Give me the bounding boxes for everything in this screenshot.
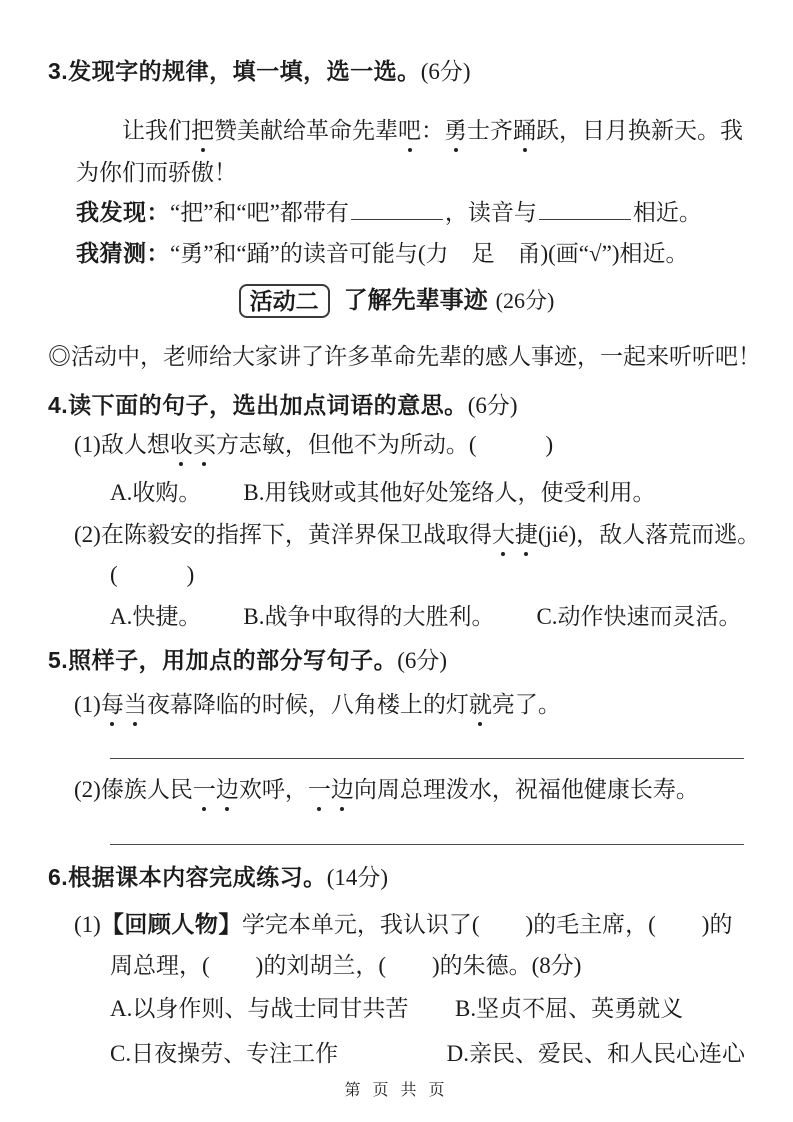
found-fill-line: 我发现：“把”和“吧”都带有 ，读音与 相近。 xyxy=(76,196,745,226)
question-4-item-1: (1)敌人想收买方志敏，但他不为所动。( ) xyxy=(74,430,745,460)
activity-intro-line: ◎活动中，老师给大家讲了许多革命先辈的感人事迹，一起来听听吧！ xyxy=(48,344,761,369)
question-4-options-2: A.快捷。 B.战争中取得的大胜利。 C.动作快速而灵活。 xyxy=(110,604,742,629)
activity-label-box: 活动二 xyxy=(239,284,330,318)
option-c: C.日夜操劳、专注工作 xyxy=(110,1041,339,1066)
question-6-options-row-2 xyxy=(110,1039,745,1069)
question-5-item-2: (2)傣族人民一边欢呼，一边向周总理泼水，祝福他健康长寿。 xyxy=(74,775,745,805)
question-4-options-1: A.收购。 B.用钱财或其他好处笼络人，使受利用。 xyxy=(110,480,656,505)
question-5-heading: 5.照样子，用加点的部分写句子。(6分) xyxy=(48,647,448,673)
question-6-item-1-line-2: 周总理，( )的刘胡兰，( )的朱德。(8分) xyxy=(110,953,582,978)
answer-write-line-2 xyxy=(110,844,744,845)
passage-line-1: 让我们把赞美献给革命先辈吧：勇士齐踊跃，日月换新天。我 xyxy=(122,116,745,146)
question-5-item-1: (1)每当夜幕降临的时候，八角楼上的灯就亮了。 xyxy=(74,690,745,720)
page-footer: 第 页 共 页 xyxy=(344,1082,449,1099)
question-4-item-2-answer-paren: ( ) xyxy=(110,562,195,587)
question-6-options-row-1 xyxy=(110,994,745,1024)
guess-fill-line: 我猜测：“勇”和“踊”的读音可能与(力 足 甬)(画“√”)相近。 xyxy=(76,240,689,266)
option-b: B.坚贞不屈、英勇就义 xyxy=(455,996,684,1021)
question-6-heading: 6.根据课本内容完成练习。(14分) xyxy=(48,864,389,890)
option-d: D.亲民、爱民、和人民心连心 xyxy=(446,1041,745,1066)
activity-2-banner xyxy=(48,282,745,320)
question-6-item-1-line-1: (1)【回顾人物】学完本单元，我认识了( )的毛主席，( )的 xyxy=(74,911,733,937)
question-3-heading: 3.发现字的规律，填一填，选一选。(6分) xyxy=(48,58,471,84)
question-4-item-2: (2)在陈毅安的指挥下，黄洋界保卫战取得大捷(jié)，敌人落荒而逃。 xyxy=(74,520,745,550)
answer-write-line-1 xyxy=(110,758,744,759)
passage-line-2: 为你们而骄傲！ xyxy=(76,160,237,185)
activity-score: (26分) xyxy=(495,288,555,313)
question-4-heading: 4.读下面的句子，选出加点词语的意思。(6分) xyxy=(48,392,518,418)
option-a: A.以身作则、与战士同甘共苦 xyxy=(110,996,409,1021)
activity-title: 了解先辈事迹 xyxy=(343,287,488,314)
